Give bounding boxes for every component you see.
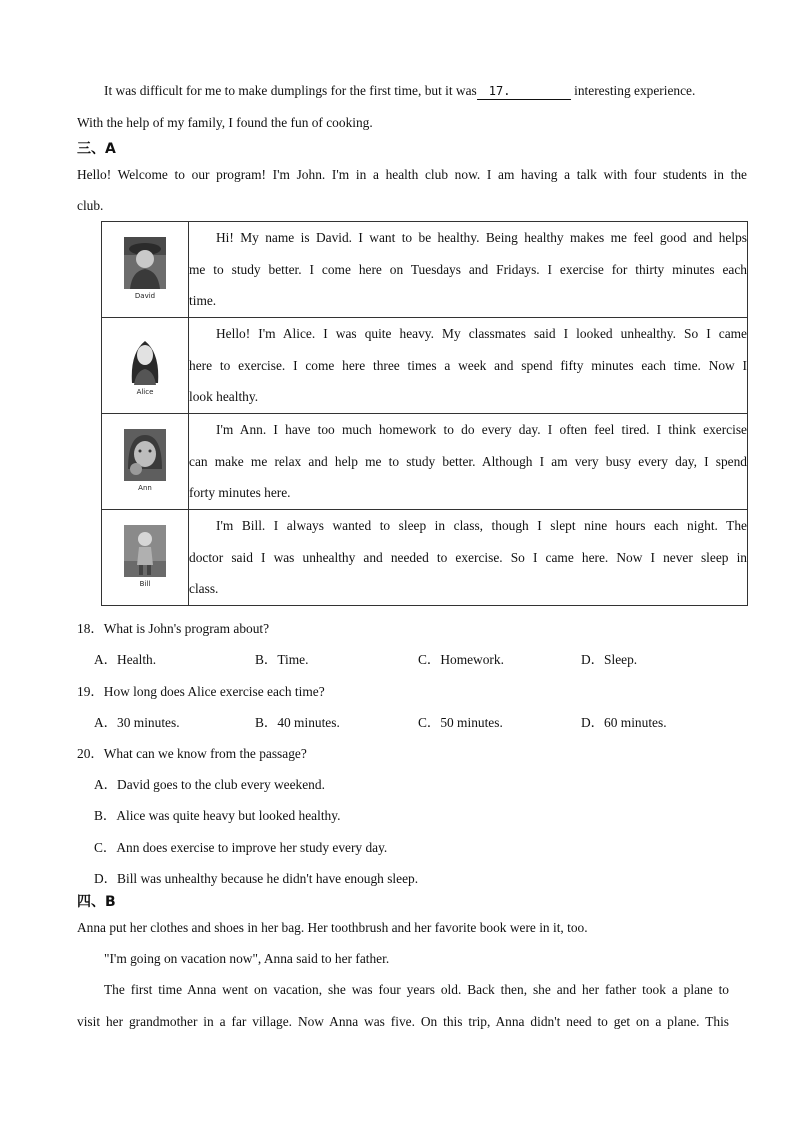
intro-text-before-blank: It was difficult for me to make dumplings for the first time, but it was <box>104 83 477 98</box>
intro-text-after-blank: interesting experience. <box>574 83 696 98</box>
question-18-text: What is John's program about? <box>103 621 270 636</box>
section-4-line-4: visit her grandmother in a far village. Now Anna was five. On this trip, Anna didn't need to get on a plane. This <box>77 1014 729 1029</box>
david-line-2: me to study better. I come here on Tuesdays and Fridays. I exercise for thirty minutes each <box>189 261 747 277</box>
answer-blank-17[interactable] <box>477 83 571 100</box>
table-row-bill <box>102 510 748 606</box>
q19-option-c[interactable]: C．50 minutes. <box>418 715 503 730</box>
question-19-text: How long does Alice exercise each time? <box>103 684 325 699</box>
section-3-intro-line-2: club. <box>77 198 104 213</box>
question-18-number: 18． <box>77 621 104 636</box>
ann-line-3: forty minutes here. <box>189 485 291 500</box>
david-line-3: time. <box>189 293 217 308</box>
bill-line-1: I'm Bill. I always wanted to sleep in class, though I slept nine hours each night. The <box>216 518 747 533</box>
section-3-intro-line-1: Hello! Welcome to our program! I'm John. I'm in a health club now. I am having a talk with four students in the <box>77 167 747 182</box>
alice-line-1: Hello! I'm Alice. I was quite heavy. My classmates said I looked unhealthy. So I came <box>216 326 747 341</box>
table-row-ann <box>102 414 748 510</box>
intro-line-2: With the help of my family, I found the fun of cooking. <box>77 115 373 130</box>
ann-line-2: can make me relax and help me to study better. Although I am very busy every day, I spend <box>189 453 747 469</box>
q18-option-c[interactable]: C．Homework. <box>418 652 504 667</box>
students-table <box>101 221 748 606</box>
alice-text <box>189 318 748 414</box>
section-4-heading: 四、B <box>77 894 116 910</box>
q18-option-a[interactable]: A．Health. <box>94 652 157 667</box>
q20-option-d[interactable]: D．Bill was unhealthy because he didn't have enough sleep. <box>94 871 419 886</box>
section-4-line-3: The first time Anna went on vacation, she was four years old. Back then, she and her father took a plane to <box>104 982 729 997</box>
bill-text <box>189 510 748 606</box>
ann-caption: Ann <box>138 484 152 492</box>
table-row-alice <box>102 318 748 414</box>
alice-line-2: here to exercise. I come here three times a week and spend fifty minutes each time. Now I <box>189 357 747 373</box>
question-20 <box>77 743 307 762</box>
question-20-number: 20． <box>77 746 104 761</box>
intro-line-1 <box>104 83 747 100</box>
photo-cell-alice <box>102 318 189 414</box>
alice-line-3: look healthy. <box>189 389 259 404</box>
question-19 <box>77 681 325 700</box>
q20-option-a[interactable]: A．David goes to the club every weekend. <box>94 777 325 792</box>
q19-option-b[interactable]: B．40 minutes. <box>255 715 340 730</box>
bill-caption: Bill <box>139 580 151 588</box>
section-4-line-2: "I'm going on vacation now", Anna said to her father. <box>104 951 390 966</box>
david-line-1: Hi! My name is David. I want to be healthy. Being healthy makes me feel good and helps <box>216 230 747 245</box>
ann-line-1: I'm Ann. I have too much homework to do every day. I often feel tired. I think exercise <box>216 422 747 437</box>
photo-cell-ann <box>102 414 189 510</box>
blank-label: 17. <box>488 84 511 98</box>
question-19-number: 19． <box>77 684 104 699</box>
bill-line-3: class. <box>189 581 219 596</box>
ann-photo <box>124 429 166 481</box>
david-photo <box>124 237 166 289</box>
ann-text <box>189 414 748 510</box>
question-18 <box>77 618 269 637</box>
q19-option-a[interactable]: A．30 minutes. <box>94 715 180 730</box>
question-20-text: What can we know from the passage? <box>103 746 307 761</box>
alice-caption: Alice <box>136 388 154 396</box>
section-4-line-1: Anna put her clothes and shoes in her bag. Her toothbrush and her favorite book were in it, too. <box>77 920 588 935</box>
david-caption: David <box>134 292 156 300</box>
alice-photo <box>124 333 166 385</box>
q19-option-d[interactable]: D．60 minutes. <box>581 715 667 730</box>
q20-option-b[interactable]: B．Alice was quite heavy but looked healthy. <box>94 808 341 823</box>
david-text <box>189 222 748 318</box>
photo-cell-david <box>102 222 189 318</box>
section-3-heading: 三、A <box>77 141 116 157</box>
bill-line-2: doctor said I was unhealthy and needed to exercise. So I came here. Now I never sleep in <box>189 549 747 565</box>
bill-photo <box>124 525 166 577</box>
q20-option-c[interactable]: C．Ann does exercise to improve her study every day. <box>94 840 388 855</box>
photo-cell-bill <box>102 510 189 606</box>
q18-option-b[interactable]: B．Time. <box>255 652 309 667</box>
table-row-david <box>102 222 748 318</box>
q18-option-d[interactable]: D．Sleep. <box>581 652 638 667</box>
